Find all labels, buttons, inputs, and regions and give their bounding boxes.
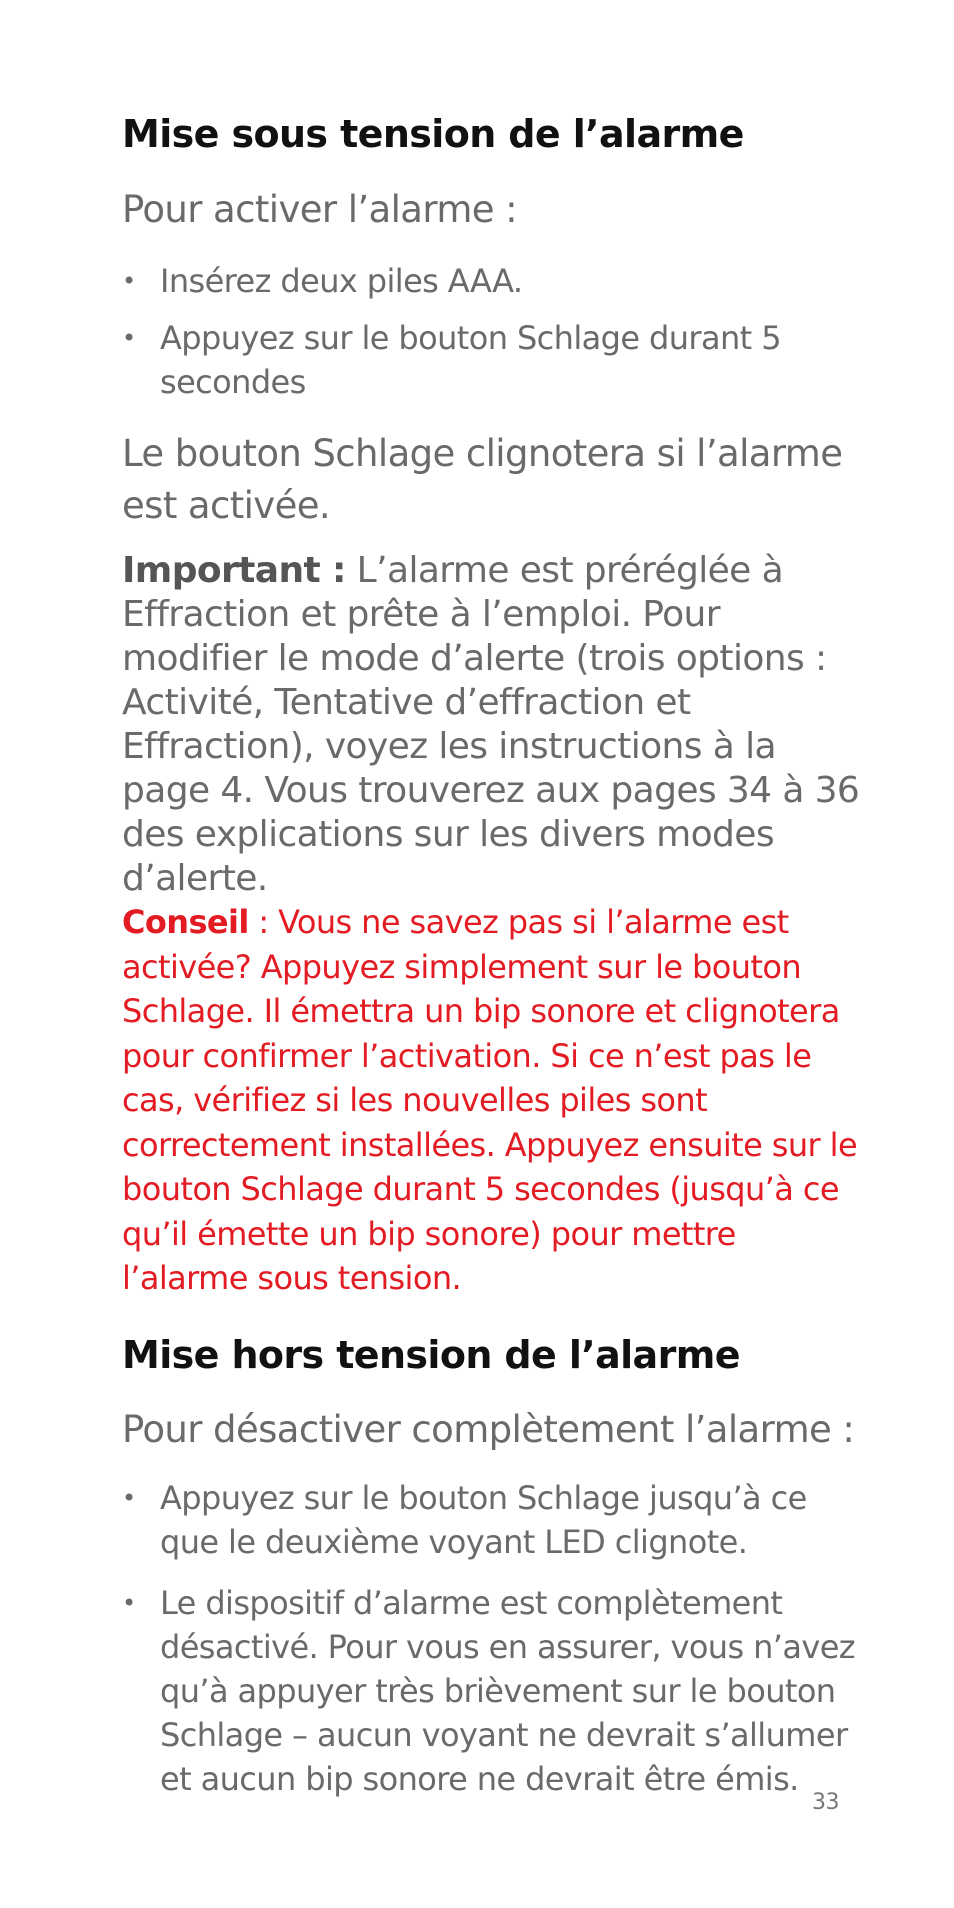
heading-alarm-on: Mise sous tension de l’alarme bbox=[122, 112, 744, 156]
bullet-dot: • bbox=[122, 1484, 136, 1512]
tip-text: : Vous ne savez pas si l’alarme est activée? Appuyez simplement sur le bouton Schlage. Il émettra un bip sonore et clignotera pour confirmer l’activation. Si ce n’est pas le cas, vérifiez si les nouvelles piles sont correctement installées. Appuyez ensuite sur le bouton Schlage durant 5 secondes (jusqu’à ce qu’il émette un bip sonore) pour mettre l’alarme sous tension. bbox=[122, 903, 858, 1297]
bullet-item bbox=[122, 259, 862, 303]
bullet-item bbox=[122, 1476, 862, 1564]
heading-alarm-off: Mise hors tension de l’alarme bbox=[122, 1333, 740, 1377]
bullet-dot: • bbox=[122, 324, 136, 352]
status-paragraph: Le bouton Schlage clignotera si l’alarme est activée. bbox=[122, 432, 843, 527]
bullet-text: Le dispositif d’alarme est complètement désactivé. Pour vous en assurer, vous n’avez qu’à appuyer très brièvement sur le bouton Schlage – aucun voyant ne devrait s’allumer et aucun bip sonore ne devrait être émis. bbox=[160, 1584, 856, 1798]
tip-label: Conseil bbox=[122, 903, 249, 941]
bullet-text: Appuyez sur le bouton Schlage jusqu’à ce que le deuxième voyant LED clignote. bbox=[160, 1479, 807, 1561]
bullet-dot: • bbox=[122, 1589, 136, 1617]
bullet-dot: • bbox=[122, 267, 136, 295]
bullet-text: Insérez deux piles AAA. bbox=[160, 262, 523, 300]
bullet-item bbox=[122, 1581, 862, 1801]
tip-paragraph bbox=[122, 900, 862, 1301]
intro-alarm-off: Pour désactiver complètement l’alarme : bbox=[122, 1408, 855, 1451]
intro-alarm-on: Pour activer l’alarme : bbox=[122, 188, 517, 231]
bullet-text: Appuyez sur le bouton Schlage durant 5 secondes bbox=[160, 319, 781, 401]
important-paragraph bbox=[122, 549, 862, 901]
important-text: L’alarme est préréglée à Effraction et prête à l’emploi. Pour modifier le mode d’alerte (trois options : Activité, Tentative d’effraction et Effraction), voyez les instructions à la page 4. Vous trouverez aux pages 34 à 36 des explications sur les divers modes d’alerte. bbox=[122, 550, 860, 899]
bullet-item bbox=[122, 316, 862, 404]
page-number: 33 bbox=[812, 1790, 839, 1815]
important-label: Important : bbox=[122, 550, 346, 591]
